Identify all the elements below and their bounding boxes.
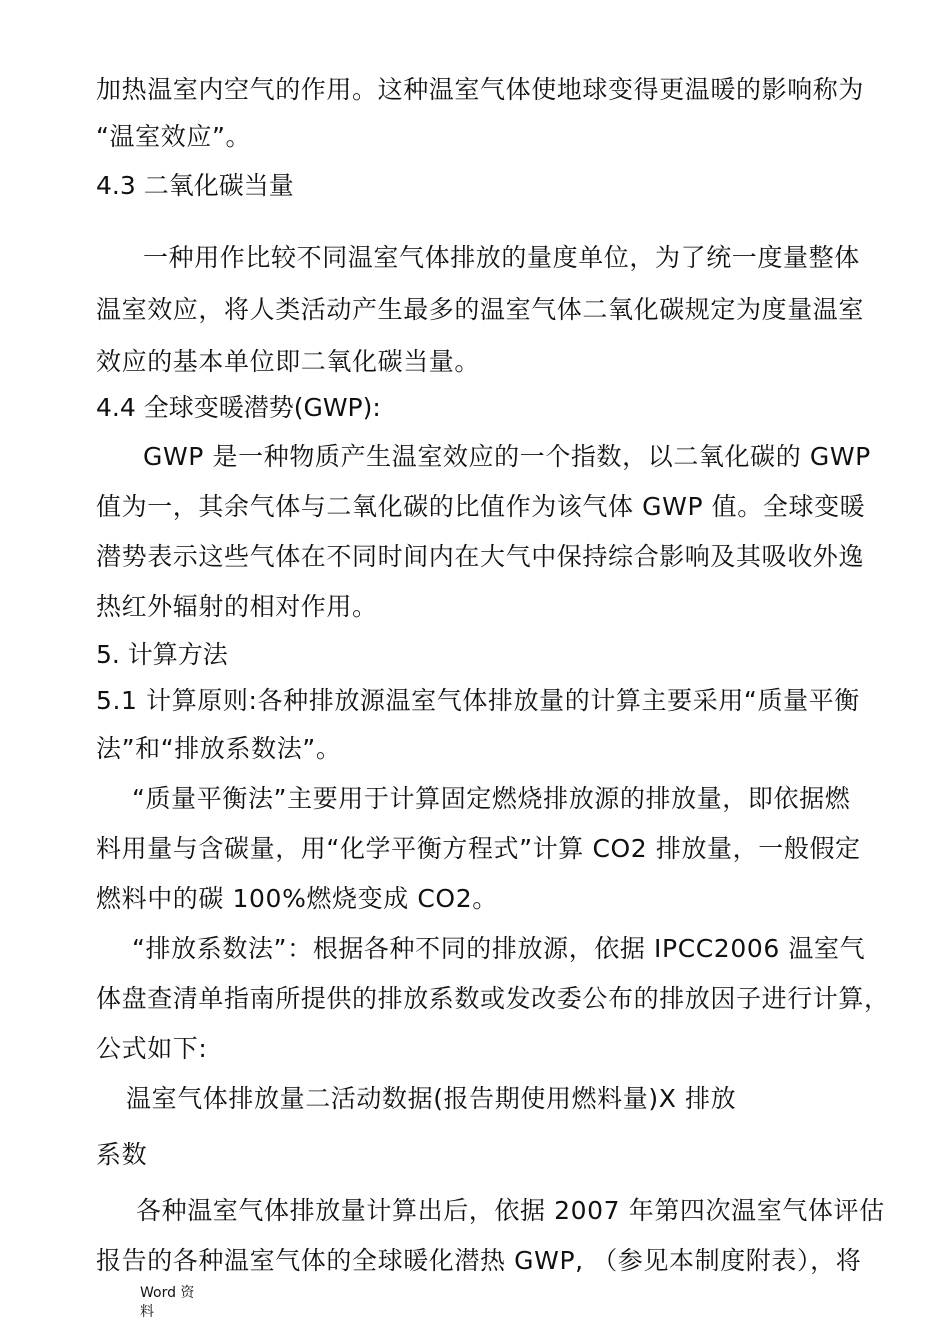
text-line: 温室效应，将人类活动产生最多的温室气体二氧化碳规定为度量温室 xyxy=(96,295,865,324)
page-footer xyxy=(140,1284,194,1322)
paragraph-gwp xyxy=(96,437,896,627)
text-line: 燃料中的碳 100%燃烧变成 CO2。 xyxy=(96,884,498,913)
text-line: 加热温室内空气的作用。这种温室气体使地球变得更温暖的影响称为 xyxy=(96,75,865,104)
paragraph-greenhouse-effect xyxy=(96,70,896,157)
text-line: 各种温室气体排放量计算出后，依据 2007 年第四次温室气体评估 xyxy=(136,1196,885,1225)
text-line: 料用量与含碳量，用“化学平衡方程式”计算 CO2 排放量，一般假定 xyxy=(96,834,861,863)
paragraph-calculation-principle xyxy=(96,681,896,769)
text-line: 潜势表示这些气体在不同时间内在大气中保持综合影响及其吸收外逸 xyxy=(96,542,865,571)
text-line: 体盘查清单指南所提供的排放系数或发改委公布的排放因子进行计算， xyxy=(96,984,890,1013)
footer-line: Word 资 xyxy=(140,1285,195,1301)
footer-line: 料 xyxy=(140,1304,154,1320)
text-line: “质量平衡法”主要用于计算固定燃烧排放源的排放量，即依据燃 xyxy=(132,784,851,813)
paragraph-emission-factor xyxy=(96,929,896,1069)
formula-line: 系数 xyxy=(96,1140,148,1169)
text-line: 报告的各种温室气体的全球暖化潜热 GWP, （参见本制度附表），将 xyxy=(96,1246,862,1275)
text-line: 效应的基本单位即二氧化碳当量。 xyxy=(96,347,481,376)
section-heading-4-4: 4.4 全球变暖潜势(GWP): xyxy=(96,393,381,422)
paragraph-co2-equivalent xyxy=(96,238,896,382)
section-heading-4-3: 4.3 二氧化碳当量 xyxy=(96,171,294,200)
paragraph-gwp-conversion xyxy=(96,1191,896,1281)
text-line: 热红外辐射的相对作用。 xyxy=(96,592,378,621)
text-line: GWP 是一种物质产生温室效应的一个指数，以二氧化碳的 GWP xyxy=(143,442,871,471)
text-line: “排放系数法”：根据各种不同的排放源，依据 IPCC2006 温室气 xyxy=(132,934,866,963)
text-line: “温室效应”。 xyxy=(96,122,252,151)
text-line: 值为一，其余气体与二氧化碳的比值作为该气体 GWP 值。全球变暖 xyxy=(96,492,866,521)
formula-line: 温室气体排放量二活动数据(报告期使用燃料量)X 排放 xyxy=(126,1084,737,1113)
text-line: 一种用作比较不同温室气体排放的量度单位，为了统一度量整体 xyxy=(143,243,860,272)
document-body xyxy=(96,70,896,1281)
text-line: 法”和“排放系数法”。 xyxy=(96,734,342,763)
formula-block xyxy=(96,1079,896,1175)
text-line: 公式如下: xyxy=(96,1034,208,1063)
text-line: 5.1 计算原则:各种排放源温室气体排放量的计算主要采用“质量平衡 xyxy=(96,686,860,715)
section-heading-5: 5. 计算方法 xyxy=(96,640,228,669)
paragraph-mass-balance xyxy=(96,779,896,919)
